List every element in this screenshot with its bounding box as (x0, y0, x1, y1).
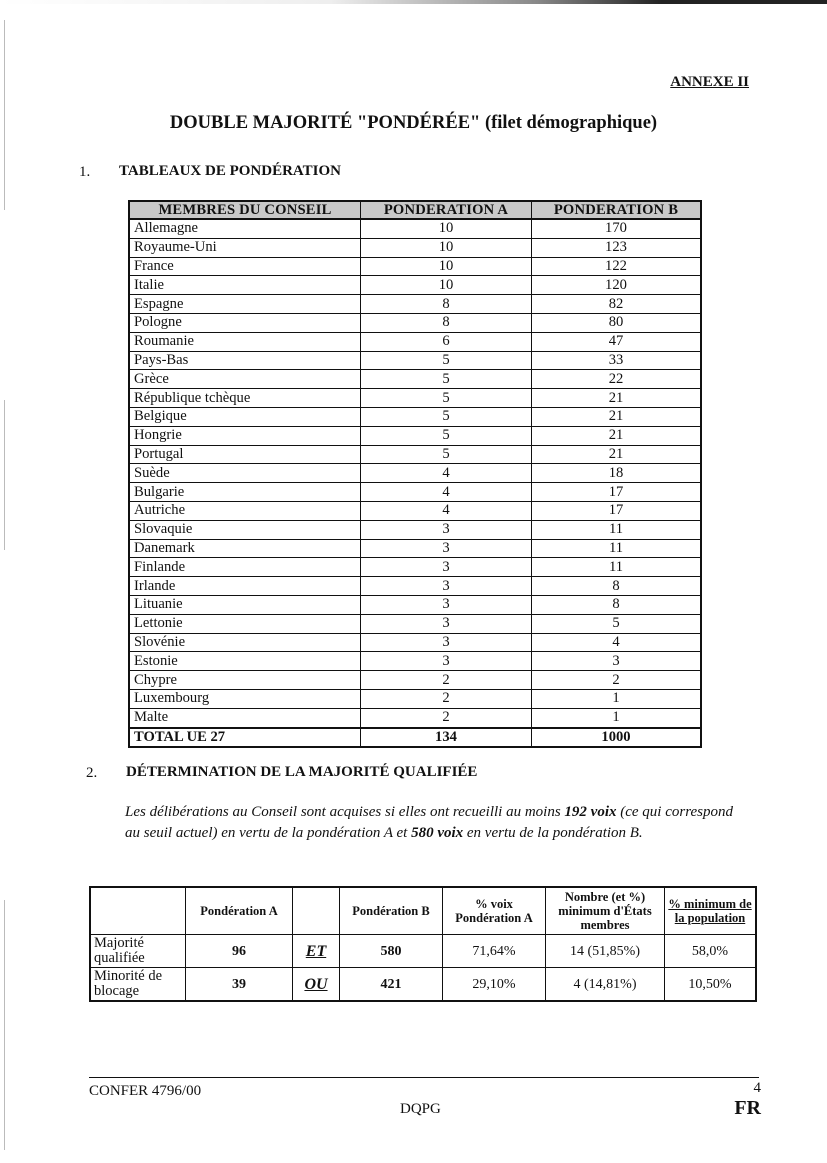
section-number: 2. (86, 765, 98, 781)
weight-b-cell: 17 (532, 483, 702, 502)
member-cell: Grèce (129, 370, 361, 389)
qualified-majority-paragraph (125, 802, 735, 844)
weight-a-cell: 39 (186, 968, 293, 1002)
weight-b-cell: 11 (532, 539, 702, 558)
weight-b-cell: 11 (532, 558, 702, 577)
member-cell: Danemark (129, 539, 361, 558)
member-cell: Luxembourg (129, 689, 361, 708)
column-header-members: MEMBRES DU CONSEIL (129, 201, 361, 219)
weight-b-cell: 122 (532, 257, 702, 276)
weight-a-cell: 5 (361, 370, 532, 389)
weight-a-cell: 3 (361, 577, 532, 596)
weight-a-cell: 10 (361, 276, 532, 295)
weight-a-cell: 10 (361, 257, 532, 276)
weight-a-cell: 4 (361, 483, 532, 502)
table-row (129, 370, 701, 389)
member-cell: Lituanie (129, 595, 361, 614)
table-row (90, 935, 756, 968)
weight-b-cell: 18 (532, 464, 702, 483)
column-header-weight-b: PONDERATION B (532, 201, 702, 219)
table-row (90, 968, 756, 1002)
table-row (129, 407, 701, 426)
weight-b-cell: 2 (532, 671, 702, 690)
column-header-min-states: Nombre (et %) minimum d'États membres (546, 887, 665, 935)
weighting-table (128, 200, 702, 748)
weight-a-cell: 3 (361, 614, 532, 633)
pct-votes-cell: 71,64% (443, 935, 546, 968)
weight-a-cell: 5 (361, 407, 532, 426)
weight-b-cell: 47 (532, 332, 702, 351)
footer-rule (89, 1077, 759, 1078)
weight-b-cell: 120 (532, 276, 702, 295)
weight-b-cell: 580 (340, 935, 443, 968)
column-header-min-population: % minimum de la population (665, 887, 757, 935)
weight-b-cell: 4 (532, 633, 702, 652)
table-row (129, 426, 701, 445)
weight-b-cell: 1 (532, 708, 702, 727)
member-cell: Hongrie (129, 426, 361, 445)
section-title: TABLEAUX DE PONDÉRATION (119, 163, 341, 179)
section-title: DÉTERMINATION DE LA MAJORITÉ QUALIFIÉE (126, 764, 478, 780)
weight-a-cell: 6 (361, 332, 532, 351)
weight-a-cell: 2 (361, 708, 532, 727)
table-row (129, 539, 701, 558)
table-header-row (90, 887, 756, 935)
table-row (129, 689, 701, 708)
member-cell: Slovénie (129, 633, 361, 652)
table-row (129, 332, 701, 351)
weight-b-cell: 8 (532, 595, 702, 614)
weight-b-cell: 21 (532, 426, 702, 445)
table-row (129, 577, 701, 596)
table-row (129, 464, 701, 483)
conjunction-cell: ET (293, 935, 340, 968)
weight-a-cell: 10 (361, 219, 532, 238)
column-header-empty (293, 887, 340, 935)
document-title: DOUBLE MAJORITÉ "PONDÉRÉE" (filet démographique) (169, 113, 658, 133)
paragraph-bold: 192 voix (564, 804, 617, 820)
table-row (129, 633, 701, 652)
member-cell: France (129, 257, 361, 276)
total-b-cell: 1000 (532, 728, 702, 748)
weight-a-cell: 3 (361, 539, 532, 558)
weight-b-cell: 21 (532, 445, 702, 464)
table-row (129, 257, 701, 276)
table-row (129, 671, 701, 690)
table-row (129, 558, 701, 577)
weight-b-cell: 1 (532, 689, 702, 708)
total-label-cell: TOTAL UE 27 (129, 728, 361, 748)
weight-b-cell: 421 (340, 968, 443, 1002)
min-states-cell: 4 (14,81%) (546, 968, 665, 1002)
table-row (129, 483, 701, 502)
paragraph-text: Les délibérations au Conseil sont acquises si elles ont recueilli au moins (125, 804, 565, 820)
table-row (129, 313, 701, 332)
member-cell: République tchèque (129, 389, 361, 408)
member-cell: Italie (129, 276, 361, 295)
min-population-cell: 10,50% (665, 968, 757, 1002)
scan-left-edge (4, 400, 5, 550)
language-code: FR (734, 1097, 761, 1119)
column-header-pct-votes: % voix Pondération A (443, 887, 546, 935)
weight-a-cell: 8 (361, 313, 532, 332)
row-label-cell: Minorité de blocage (90, 968, 186, 1002)
column-header-empty (90, 887, 186, 935)
majority-table (89, 886, 757, 1002)
weight-a-cell: 2 (361, 671, 532, 690)
table-row (129, 445, 701, 464)
weight-b-cell: 17 (532, 501, 702, 520)
member-cell: Bulgarie (129, 483, 361, 502)
weight-a-cell: 3 (361, 633, 532, 652)
weight-a-cell: 5 (361, 351, 532, 370)
footer-center-code: DQPG (400, 1101, 441, 1117)
min-population-cell: 58,0% (665, 935, 757, 968)
member-cell: Espagne (129, 295, 361, 314)
total-row (129, 728, 701, 748)
weight-b-cell: 8 (532, 577, 702, 596)
weight-a-cell: 4 (361, 501, 532, 520)
paragraph-bold: 580 voix (411, 825, 464, 841)
weight-a-cell: 4 (361, 464, 532, 483)
table-row (129, 595, 701, 614)
column-header-weight-b: Pondération B (340, 887, 443, 935)
member-cell: Belgique (129, 407, 361, 426)
table-row (129, 520, 701, 539)
weight-a-cell: 10 (361, 238, 532, 257)
member-cell: Roumanie (129, 332, 361, 351)
weight-a-cell: 5 (361, 389, 532, 408)
member-cell: Portugal (129, 445, 361, 464)
page-number: 4 (753, 1080, 761, 1096)
member-cell: Suède (129, 464, 361, 483)
annex-label: ANNEXE II (670, 74, 749, 90)
member-cell: Malte (129, 708, 361, 727)
member-cell: Allemagne (129, 219, 361, 238)
table-row (129, 219, 701, 238)
member-cell: Finlande (129, 558, 361, 577)
member-cell: Royaume-Uni (129, 238, 361, 257)
member-cell: Irlande (129, 577, 361, 596)
weight-a-cell: 3 (361, 652, 532, 671)
table-row (129, 389, 701, 408)
total-a-cell: 134 (361, 728, 532, 748)
weight-b-cell: 170 (532, 219, 702, 238)
conjunction-cell: OU (293, 968, 340, 1002)
weight-b-cell: 11 (532, 520, 702, 539)
section-number: 1. (79, 164, 91, 180)
weight-b-cell: 3 (532, 652, 702, 671)
weight-b-cell: 5 (532, 614, 702, 633)
weight-a-cell: 3 (361, 520, 532, 539)
column-header-weight-a: PONDERATION A (361, 201, 532, 219)
weight-a-cell: 3 (361, 595, 532, 614)
majority-table-body (90, 935, 756, 1002)
member-cell: Estonie (129, 652, 361, 671)
weighting-table-body (129, 219, 701, 747)
weight-b-cell: 33 (532, 351, 702, 370)
table-row (129, 276, 701, 295)
weight-b-cell: 82 (532, 295, 702, 314)
table-row (129, 351, 701, 370)
member-cell: Autriche (129, 501, 361, 520)
weight-b-cell: 22 (532, 370, 702, 389)
weight-a-cell: 96 (186, 935, 293, 968)
pct-votes-cell: 29,10% (443, 968, 546, 1002)
member-cell: Slovaquie (129, 520, 361, 539)
table-row (129, 501, 701, 520)
weight-a-cell: 3 (361, 558, 532, 577)
weight-a-cell: 5 (361, 426, 532, 445)
paragraph-text: en vertu de la pondération B. (463, 825, 643, 841)
min-states-cell: 14 (51,85%) (546, 935, 665, 968)
table-row (129, 238, 701, 257)
scan-left-edge (4, 900, 5, 1150)
paragraph-text: (ce qui correspond au seuil actuel) en vertu de la pondération A et (125, 804, 733, 841)
weight-b-cell: 123 (532, 238, 702, 257)
table-row (129, 708, 701, 727)
row-label-cell: Majorité qualifiée (90, 935, 186, 968)
table-row (129, 652, 701, 671)
footer-reference: CONFER 4796/00 (89, 1083, 202, 1099)
weight-b-cell: 21 (532, 407, 702, 426)
weight-b-cell: 21 (532, 389, 702, 408)
scan-top-edge (0, 0, 827, 4)
table-row (129, 614, 701, 633)
column-header-weight-a: Pondération A (186, 887, 293, 935)
member-cell: Pologne (129, 313, 361, 332)
table-header-row (129, 201, 701, 219)
weight-a-cell: 2 (361, 689, 532, 708)
weight-a-cell: 5 (361, 445, 532, 464)
member-cell: Pays-Bas (129, 351, 361, 370)
member-cell: Chypre (129, 671, 361, 690)
table-row (129, 295, 701, 314)
weight-b-cell: 80 (532, 313, 702, 332)
weight-a-cell: 8 (361, 295, 532, 314)
member-cell: Lettonie (129, 614, 361, 633)
